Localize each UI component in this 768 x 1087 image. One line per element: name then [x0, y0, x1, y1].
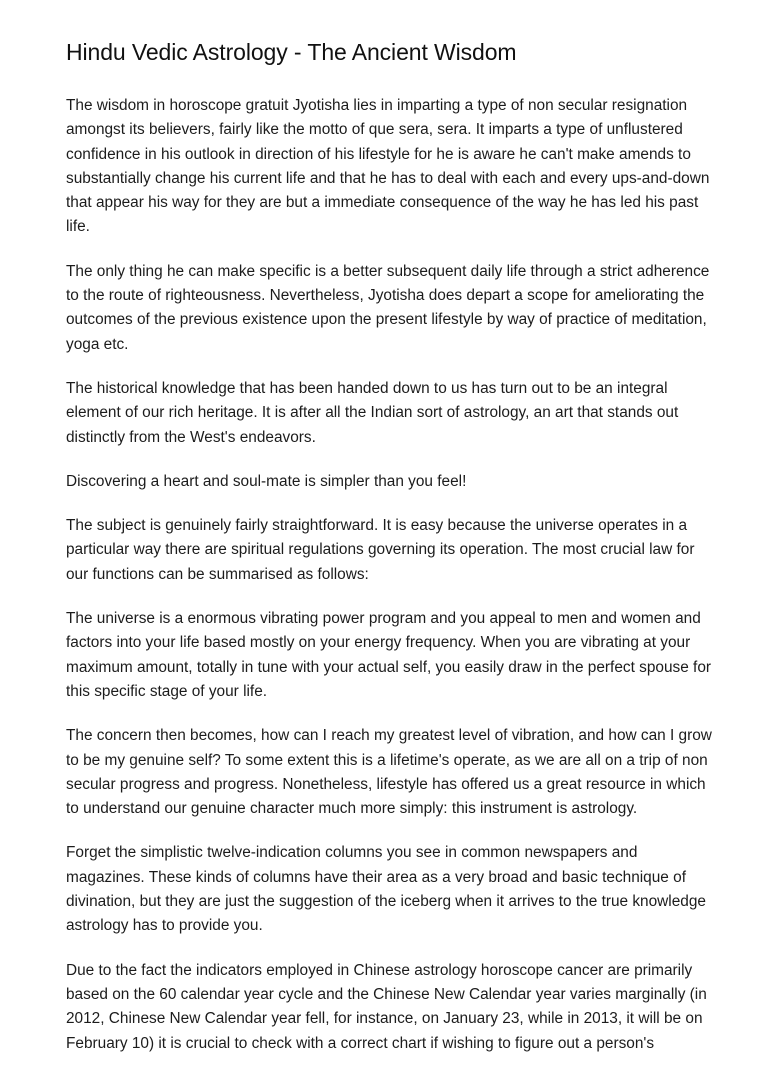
paragraph-8: Forget the simplistic twelve-indication columns you see in common newspapers and magazines. These kinds of columns have their area as a very broad and basic technique of divination, but they are just the suggestion of the iceberg when it arrives to the true knowledge astrology has to provide you.: [66, 844, 706, 935]
document-title: Hindu Vedic Astrology - The Ancient Wisdom: [66, 39, 517, 65]
paragraph-1: The wisdom in horoscope gratuit Jyotisha lies in imparting a type of non secular resignation amongst its believers, fairly like the motto of que sera, sera. It imparts a type of unflustered confidence in his outlook in direction of his lifestyle for he is aware he can't make amends to substantially change his current life and that he has to deal with each and every ups-and-down that appear his way for they are but a immediate consequence of the way he has led his past life.: [66, 97, 710, 236]
paragraph-2: The only thing he can make specific is a better subsequent daily life through a strict adherence to the route of righteousness. Nevertheless, Jyotisha does depart a scope for ameliorating the outcomes of the previous existence upon the present lifestyle by way of practice of meditation, yoga etc.: [66, 262, 710, 353]
paragraph-7: The concern then becomes, how can I reach my greatest level of vibration, and how can I grow to be my genuine self? To some extent this is a lifetime's operate, as we are all on a trip of non secular progress and progress. Nonetheless, lifestyle has offered us a great resource in which to understand our genuine character much more simply: this instrument is astrology.: [66, 727, 712, 818]
paragraph-4: Discovering a heart and soul-mate is simpler than you feel!: [66, 472, 467, 490]
paragraph-5: The subject is genuinely fairly straightforward. It is easy because the universe operates in a particular way there are spiritual regulations governing its operation. The most crucial law for our functions can be summarised as follows:: [66, 517, 695, 583]
paragraph-9: Due to the fact the indicators employed in Chinese astrology horoscope cancer are primarily based on the 60 calendar year cycle and the Chinese New Calendar year varies marginally (in 2012, Chinese New Calendar year fell, for instance, on January 23, while in 2013, it will be on February 10) it is crucial to check with a correct chart if wishing to figure out a person's: [66, 961, 707, 1052]
paragraph-3: The historical knowledge that has been handed down to us has turn out to be an integral element of our rich heritage. It is after all the Indian sort of astrology, an art that stands out distinctly from the West's endeavors.: [66, 379, 679, 446]
paragraph-6: The universe is a enormous vibrating power program and you appeal to men and women and factors into your life based mostly on your energy frequency. When you are vibrating at your maximum amount, totally in tune with your actual self, you easily draw in the perfect spouse for this specific stage of your life.: [66, 610, 712, 700]
